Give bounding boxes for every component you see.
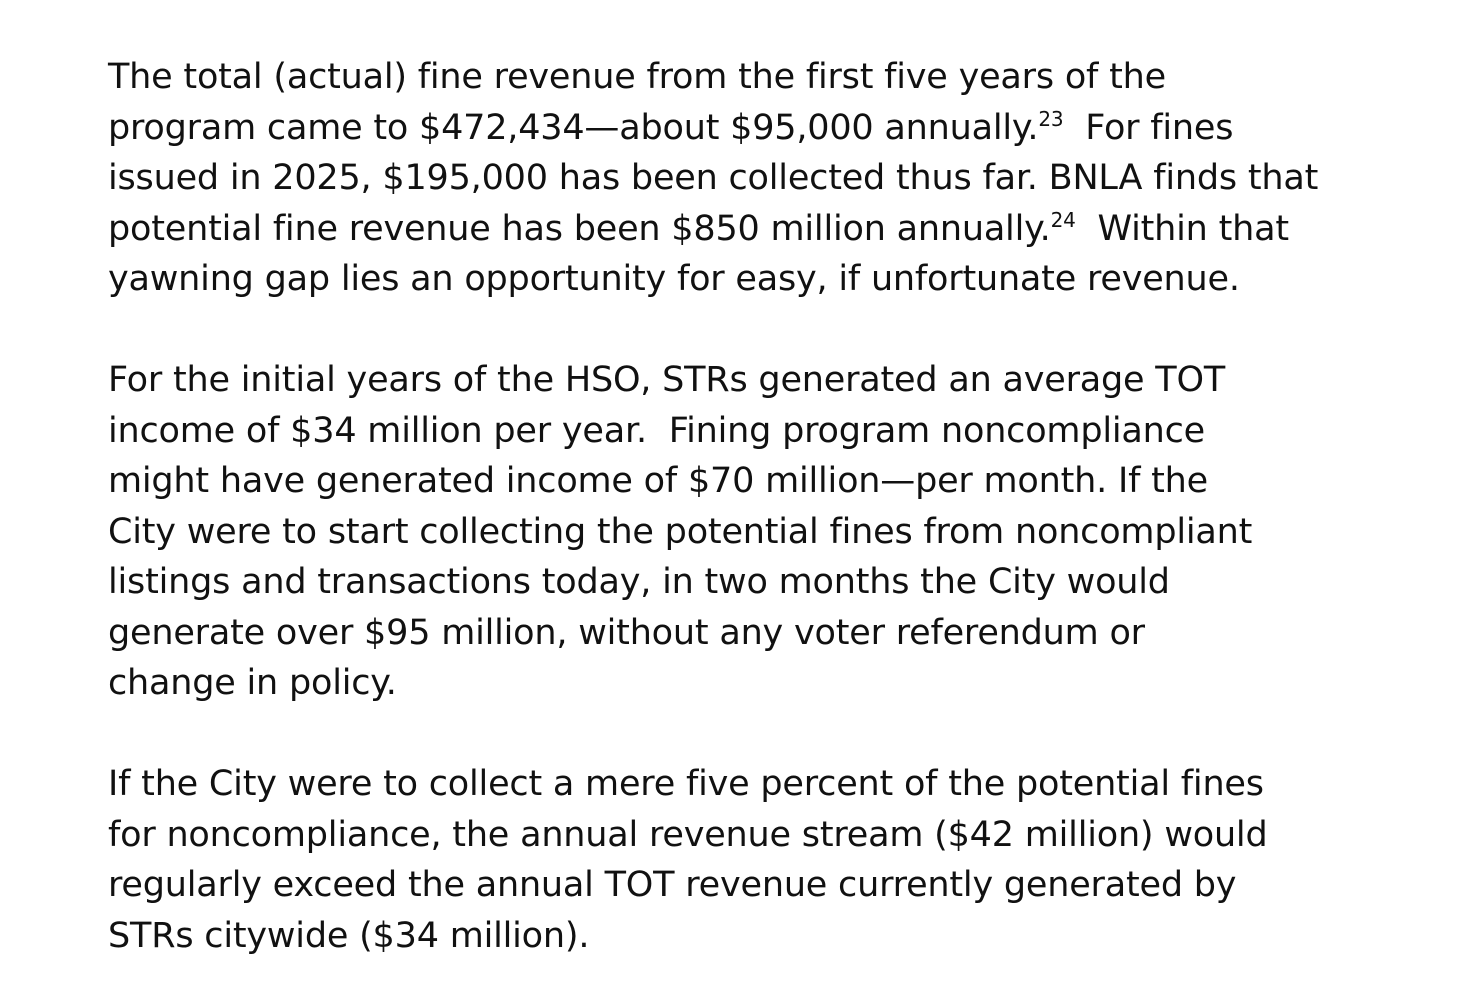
text-line: STRs citywide ($34 million). xyxy=(108,915,590,956)
text-segment: For fines xyxy=(1063,107,1234,148)
text-line: If the City were to collect a mere five percent of the potential fines xyxy=(108,764,1264,804)
footnote-ref-23[interactable]: 23 xyxy=(1038,106,1064,131)
text-line: change in policy. xyxy=(108,663,397,703)
text-line: yawning gap lies an opportunity for easy, if unfortunate revenue. xyxy=(108,259,1240,299)
text-line: listings and transactions today, in two months the City would xyxy=(108,562,1170,602)
text-line: for noncompliance, the annual revenue stream ($42 million) would xyxy=(108,814,1268,855)
paragraph-five-percent xyxy=(108,759,1408,961)
text-line xyxy=(108,103,1408,154)
text-line: regularly exceed the annual TOT revenue currently generated by xyxy=(108,865,1237,905)
text-line: The total (actual) fine revenue from the first five years of the xyxy=(108,57,1166,97)
paragraph-tot-income xyxy=(108,355,1408,709)
paragraph-fine-revenue xyxy=(108,52,1408,305)
footnote-ref-24[interactable]: 24 xyxy=(1050,207,1076,232)
text-line: generate over $95 million, without any voter referendum or xyxy=(108,612,1145,653)
text-segment: potential fine revenue has been $850 million annually. xyxy=(108,208,1051,249)
text-line xyxy=(108,204,1408,255)
text-line: issued in 2025, $195,000 has been collected thus far. BNLA finds that xyxy=(108,158,1319,198)
text-segment: Within that xyxy=(1075,208,1289,249)
text-line: City were to start collecting the potential fines from noncompliant xyxy=(108,511,1253,552)
text-segment: program came to $472,434—about $95,000 annually. xyxy=(108,107,1039,148)
text-line: For the initial years of the HSO, STRs generated an average TOT xyxy=(108,360,1226,400)
text-line: might have generated income of $70 million—per month. If the xyxy=(108,461,1208,501)
document-body xyxy=(108,52,1408,961)
text-line: income of $34 million per year. Fining program noncompliance xyxy=(108,410,1205,451)
